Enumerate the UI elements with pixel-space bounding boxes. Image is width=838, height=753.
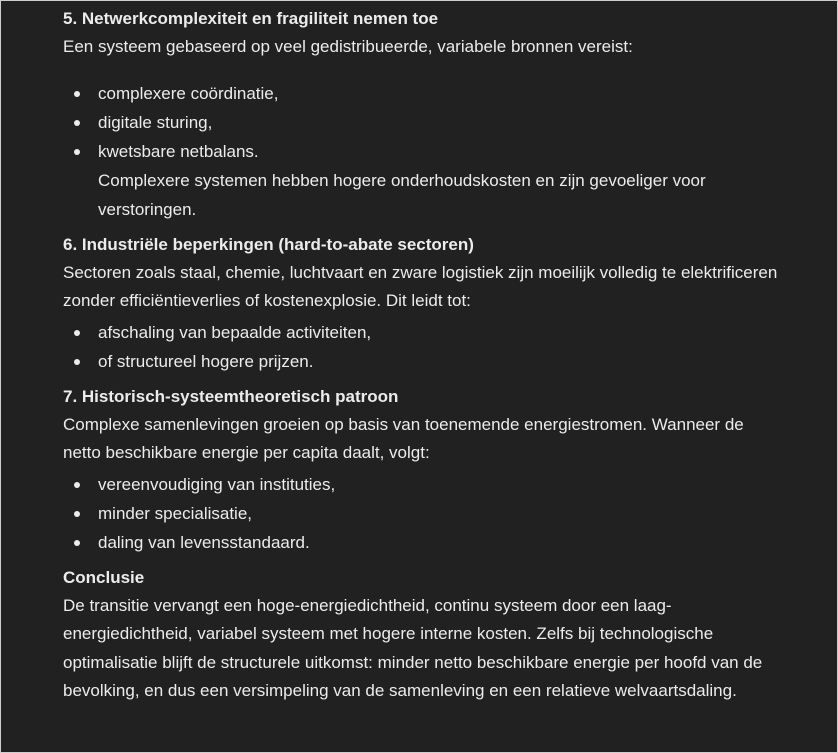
list-item: of structureel hogere prijzen. — [63, 347, 783, 376]
list-item: complexere coördinatie, — [63, 79, 783, 108]
chat-message-content — [63, 5, 783, 706]
list-item: afschaling van bepaalde activiteiten, — [63, 318, 783, 347]
section-intro: Sectoren zoals staal, chemie, luchtvaart en zware logistiek zijn moeilijk volledig te elektrificeren zonder efficiëntieverlies of kostenexplosie. Dit leidt tot: — [63, 262, 778, 310]
list-item: vereenvoudiging van instituties, — [63, 470, 783, 499]
section-heading: 6. Industriële beperkingen (hard-to-abate sectoren) — [63, 234, 474, 254]
section-heading: 7. Historisch-systeemtheoretisch patroon — [63, 386, 399, 406]
section-intro: Complexe samenlevingen groeien op basis van toenemende energiestromen. Wanneer de netto beschikbare energie per capita daalt, volgt: — [63, 414, 744, 462]
list-item: daling van levensstandaard. — [63, 528, 783, 557]
bullet-list — [63, 79, 783, 166]
bullet-continuation: Complexere systemen hebben hogere onderhoudskosten en zijn gevoeliger voor verstoringen. — [98, 170, 706, 219]
section-heading: Conclusie — [63, 567, 145, 587]
section-5 — [63, 5, 783, 224]
list-item: minder specialisatie, — [63, 499, 783, 528]
bullet-list — [63, 470, 783, 557]
list-item: digitale sturing, — [63, 108, 783, 137]
conclusion-text: De transitie vervangt een hoge-energiedichtheid, continu systeem door een laag-energiedichtheid, variabel systeem met hogere interne kosten. Zelfs bij technologische optimalisatie blijft de structurele uitkomst: minder netto beschikbare energie per hoofd van de bevolking, en dus een versimpeling van de samenleving en een relatieve welvaartsdaling. — [63, 595, 763, 700]
bullet-list — [63, 318, 783, 376]
section-heading: 5. Netwerkcomplexiteit en fragiliteit nemen toe — [63, 9, 439, 28]
section-intro: Een systeem gebaseerd op veel gedistribueerde, variabele bronnen vereist: — [63, 37, 633, 56]
section-conclusion — [63, 564, 783, 706]
section-6 — [63, 231, 783, 376]
list-item: kwetsbare netbalans. — [63, 137, 783, 166]
section-7 — [63, 383, 783, 557]
